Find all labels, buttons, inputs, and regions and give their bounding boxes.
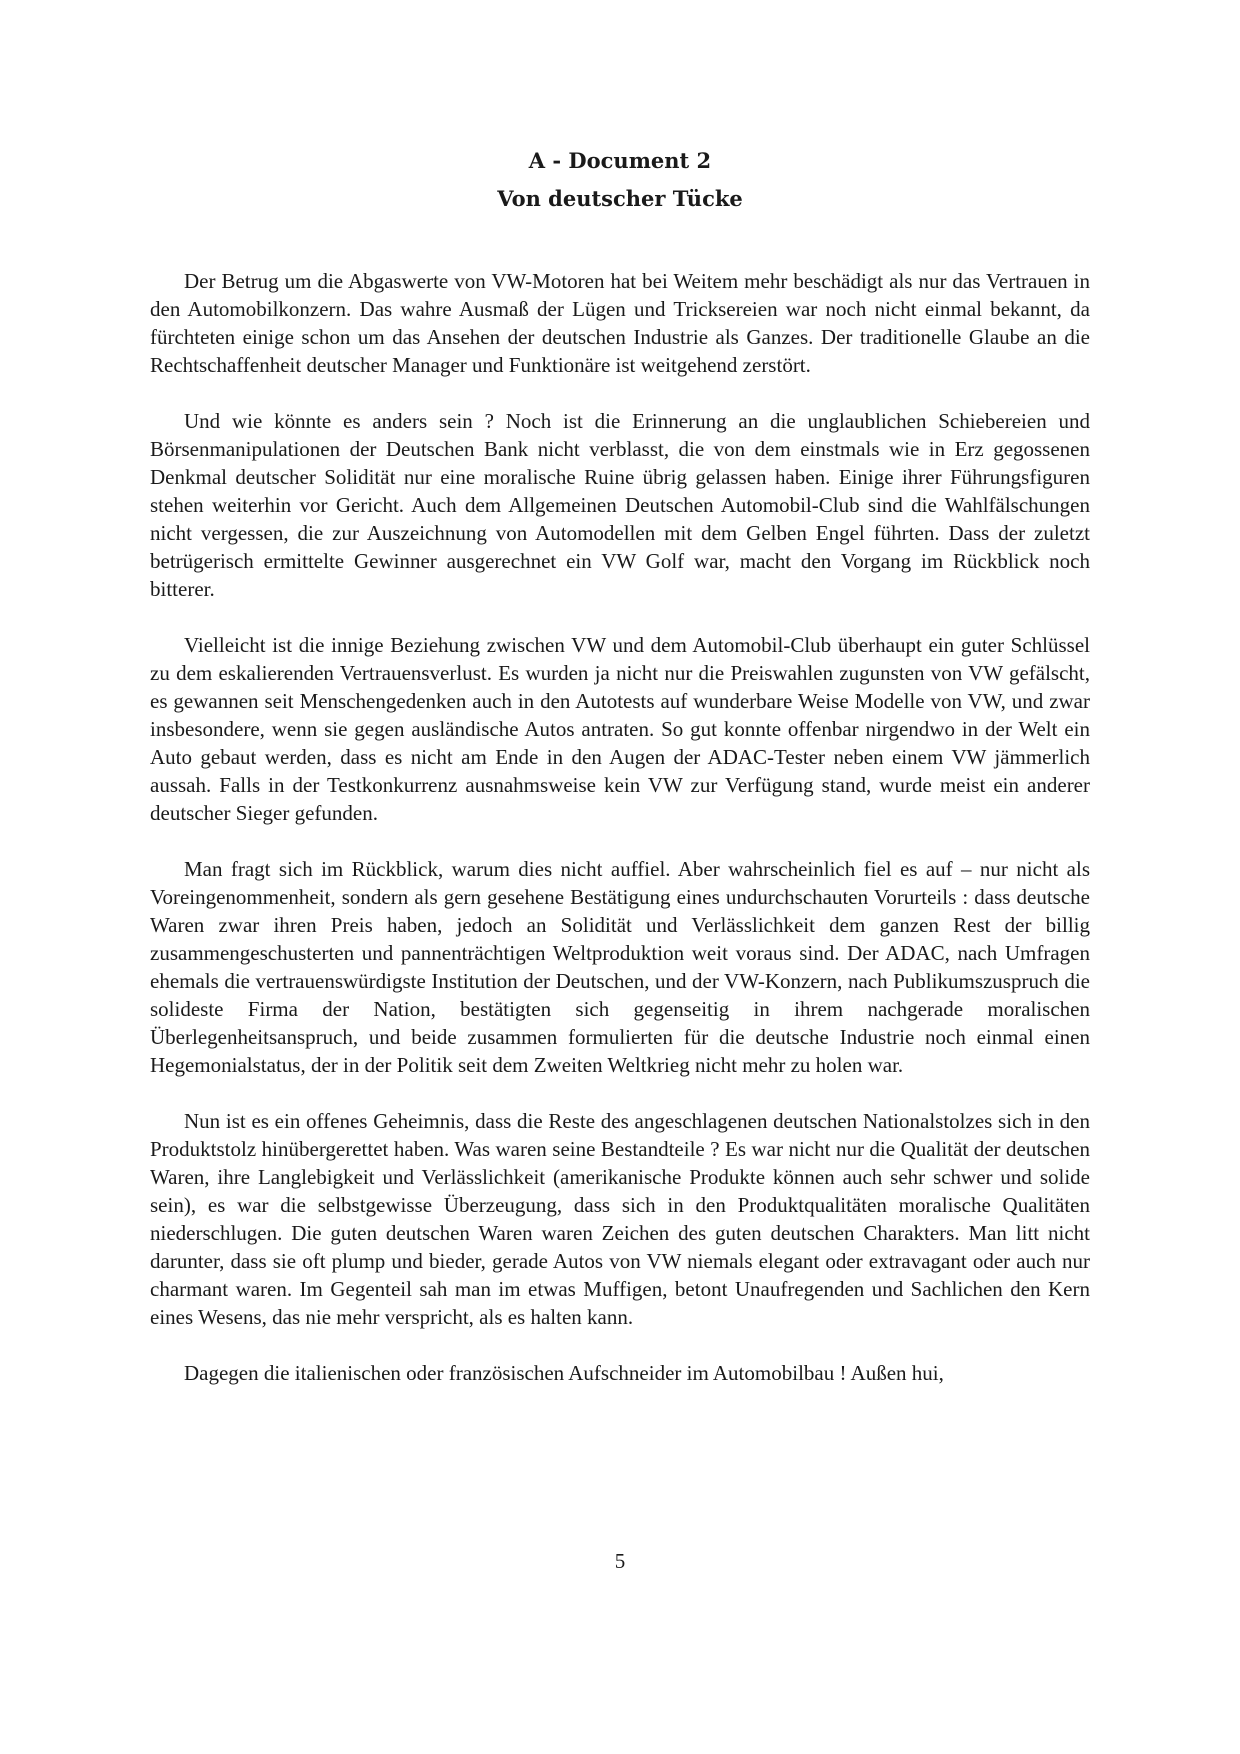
- paragraph-1: Der Betrug um die Abgaswerte von VW-Motoren hat bei Weitem mehr beschädigt als nur das Vertrauen in den Automobilkonzern. Das wahre Ausmaß der Lügen und Tricksereien war noch nicht einmal bekannt, da fürchteten einige schon um das Ansehen der deutschen Industrie als Ganzes. Der traditionelle Glaube an die Rechtschaffenheit deutscher Manager und Funktionäre ist weitgehend zerstört.: [150, 269, 1090, 377]
- article-body: [150, 267, 1090, 1415]
- page-number: 5: [614, 1549, 626, 1573]
- document-label: A - Document 2: [528, 148, 712, 173]
- paragraph-6: Dagegen die italienischen oder französischen Aufschneider im Automobilbau ! Außen hui,: [184, 1361, 944, 1385]
- paragraph-5: Nun ist es ein offenes Geheimnis, dass die Reste des angeschlagenen deutschen Nationalstolzes sich in den Produktstolz hinübergerettet haben. Was waren seine Bestandteile ? Es war nicht nur die Qualität der deutschen Waren, ihre Langlebigkeit und Verlässlichkeit (amerikanische Produkte können auch sehr schwer und solide sein), es war die selbstgewisse Überzeugung, dass sich in den Produktqualitäten moralische Qualitäten niederschlugen. Die guten deutschen Waren waren Zeichen des guten deutschen Charakters. Man litt nicht darunter, dass sie oft plump und bieder, gerade Autos von VW niemals elegant oder extravagant oder auch nur charmant waren. Im Gegenteil sah man im etwas Muffigen, betont Unaufregenden und Sachlichen den Kern eines Wesens, das nie mehr verspricht, als es halten kann.: [150, 1109, 1090, 1329]
- article-title: Von deutscher Tücke: [497, 186, 743, 211]
- paragraph-4: Man fragt sich im Rückblick, warum dies nicht auffiel. Aber wahrscheinlich fiel es auf – nur nicht als Voreingenommenheit, sondern als gern gesehene Bestätigung eines undurchschauten Vorurteils : dass deutsche Waren zwar ihren Preis haben, jedoch an Solidität und Verlässlichkeit dem ganzen Rest der billig zusammengeschusterten und pannenträchtigen Weltproduktion weit voraus sind. Der ADAC, nach Umfragen ehemals die vertrauenswürdigste Institution der Deutschen, und der VW-Konzern, nach Publikumszuspruch die solideste Firma der Nation, bestätigten sich gegenseitig in ihrem nachgerade moralischen Überlegenheitsanspruch, und beide zusammen formulierten für die deutsche Industrie noch einmal einen Hegemonialstatus, der in der Politik seit dem Zweiten Weltkrieg nicht mehr zu holen war.: [150, 857, 1090, 1077]
- paragraph-2: Und wie könnte es anders sein ? Noch ist die Erinnerung an die unglaublichen Schiebereien und Börsenmanipulationen der Deutschen Bank nicht verblasst, die von dem einstmals wie in Erz gegossenen Denkmal deutscher Solidität nur eine moralische Ruine übrig gelassen haben. Einige ihrer Führungsfiguren stehen weiterhin vor Gericht. Auch dem Allgemeinen Deutschen Automobil-Club sind die Wahlfälschungen nicht vergessen, die zur Auszeichnung von Automodellen mit dem Gelben Engel führten. Dass der zuletzt betrügerisch ermittelte Gewinner ausgerechnet ein VW Golf war, macht den Vorgang im Rückblick noch bitterer.: [150, 409, 1090, 601]
- paragraph-3: Vielleicht ist die innige Beziehung zwischen VW und dem Automobil-Club überhaupt ein guter Schlüssel zu dem eskalierenden Vertrauensverlust. Es wurden ja nicht nur die Preiswahlen zugunsten von VW gefälscht, es gewannen seit Menschengedenken auch in den Autotests auf wunderbare Weise Modelle von VW, und zwar insbesondere, wenn sie gegen ausländische Autos antraten. So gut konnte offenbar nirgendwo in der Welt ein Auto gebaut werden, dass es nicht am Ende in den Augen der ADAC-Tester neben einem VW jämmerlich aussah. Falls in der Testkonkurrenz ausnahmsweise kein VW zur Verfügung stand, wurde meist ein anderer deutscher Sieger gefunden.: [150, 633, 1090, 825]
